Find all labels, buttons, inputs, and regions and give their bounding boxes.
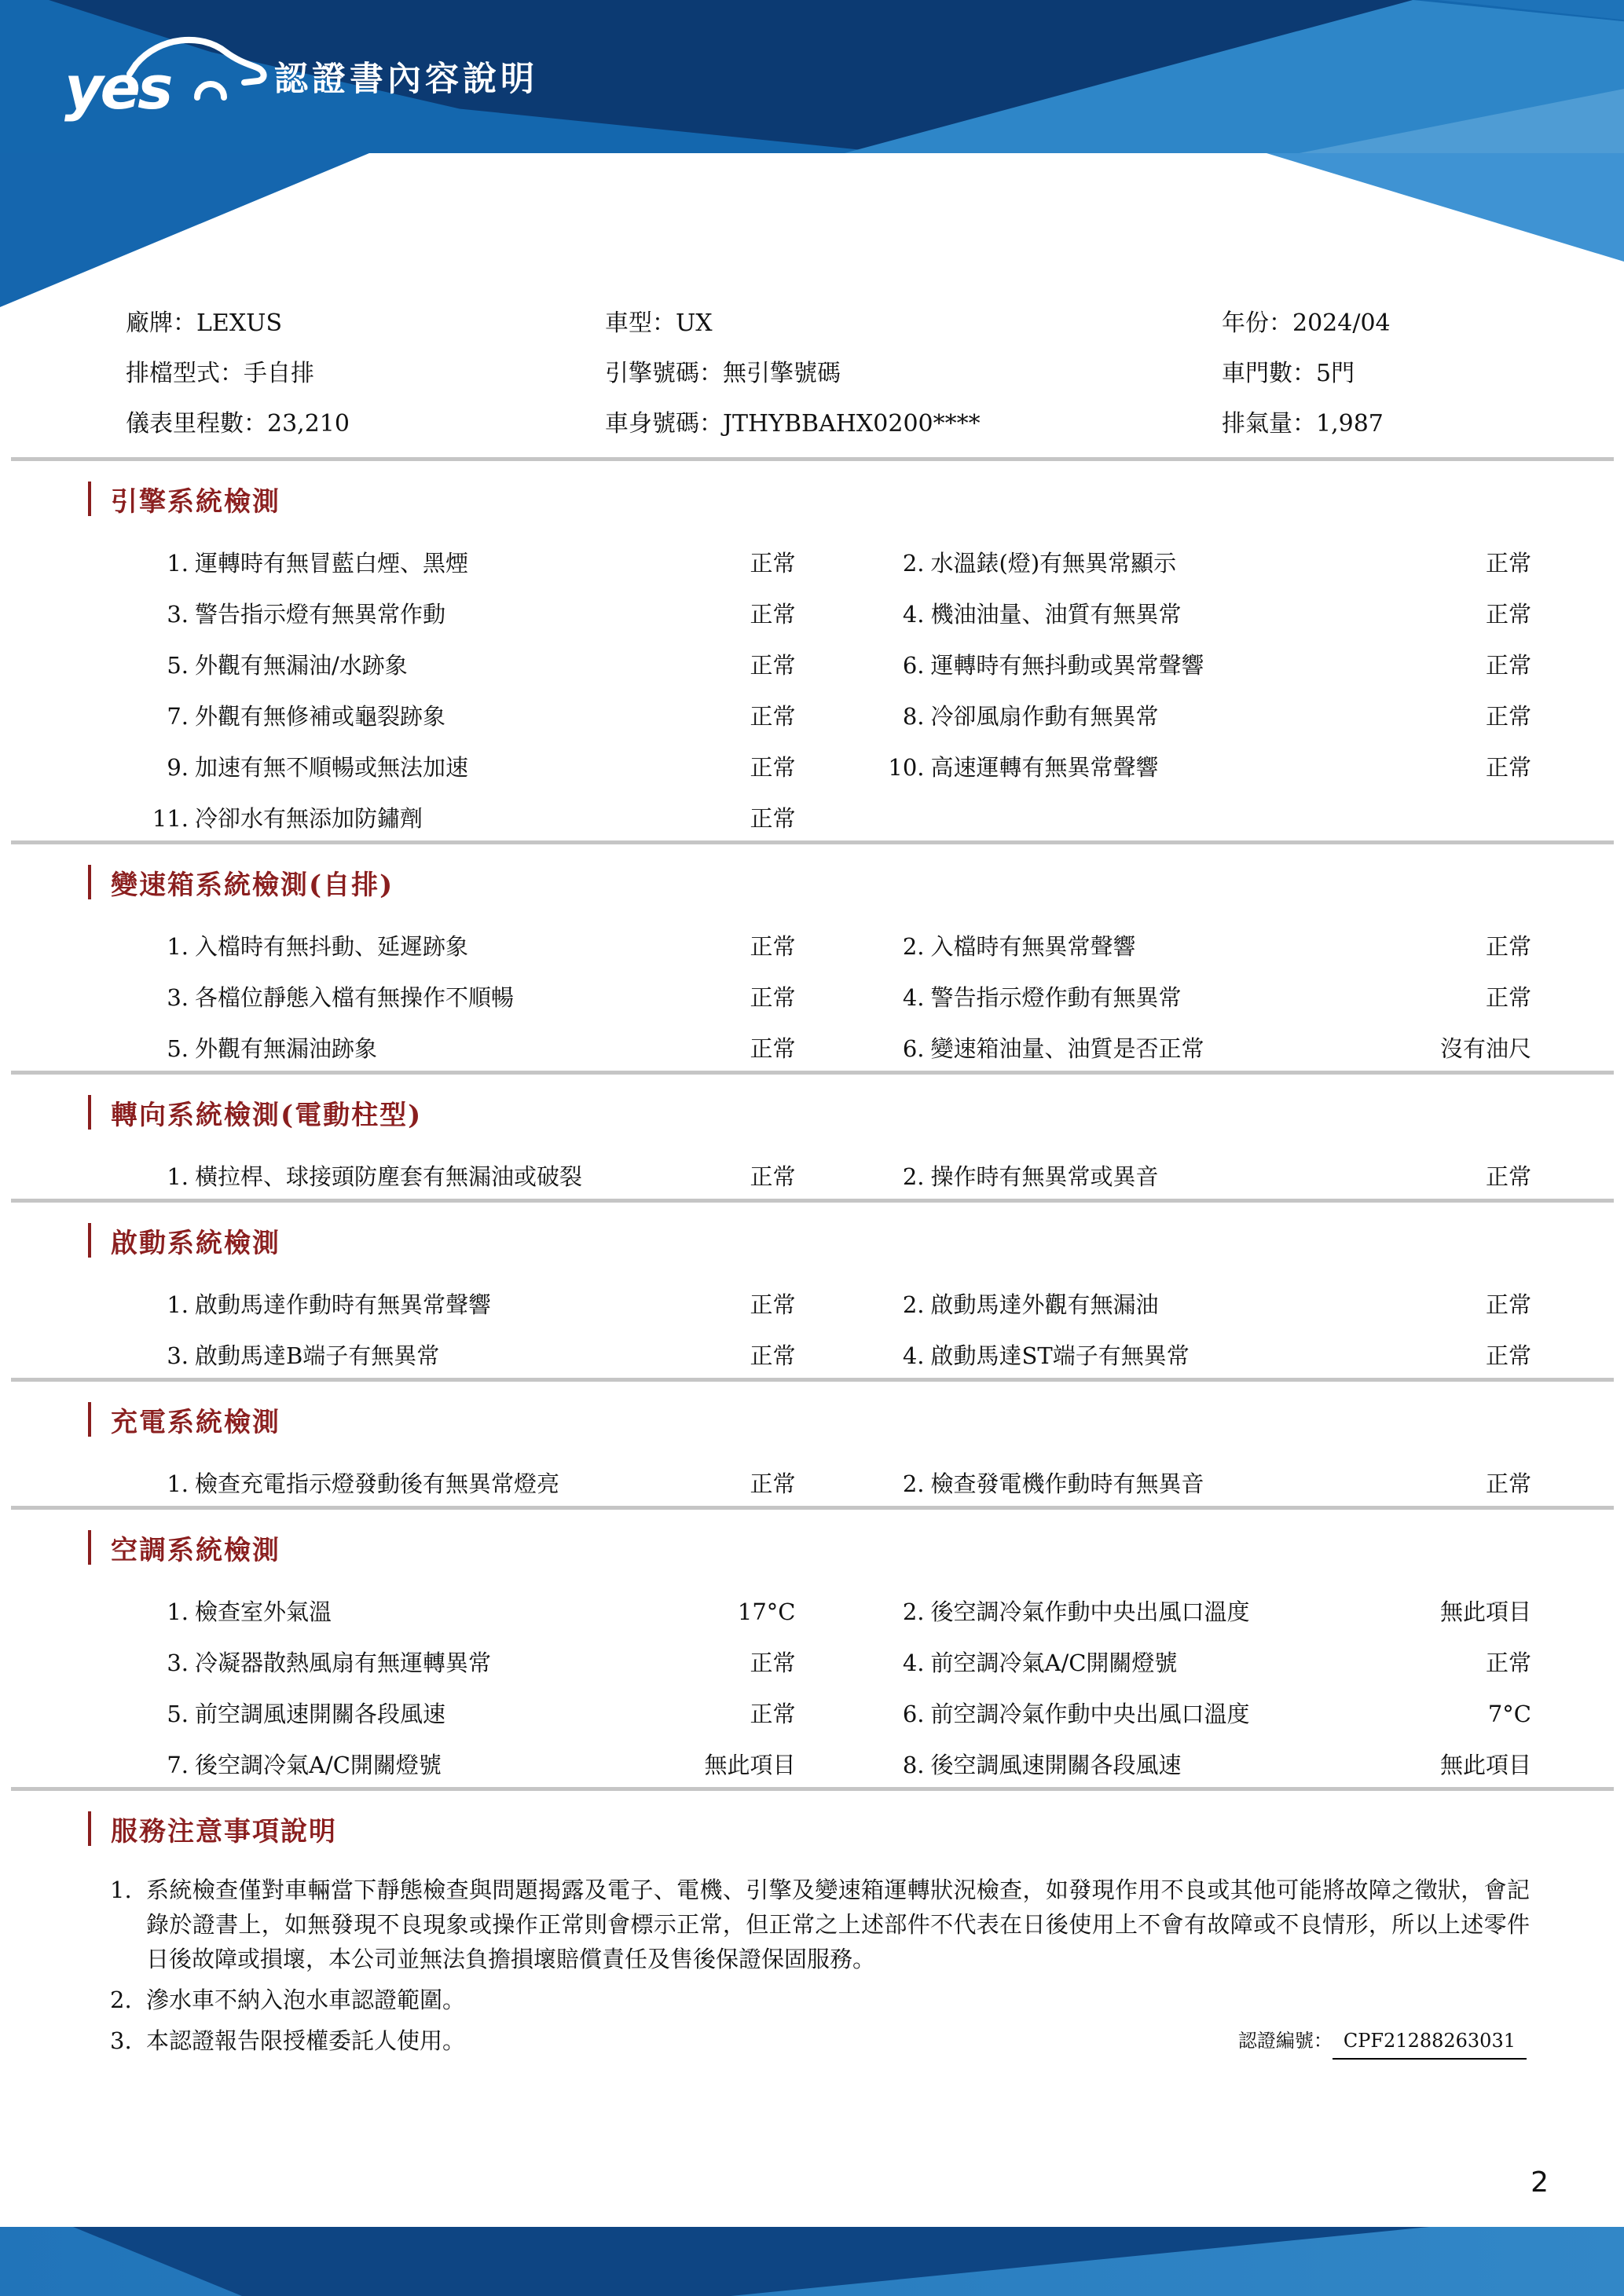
item-result: 正常 (750, 984, 796, 1011)
item-number: 1. (167, 1598, 189, 1625)
inspection-item (882, 1748, 1532, 1778)
item-number: 6. (902, 1035, 925, 1062)
inspection-item (146, 750, 796, 781)
item-number: 1. (167, 1291, 189, 1318)
item-result: 正常 (1485, 601, 1531, 628)
header-left-wedge (0, 153, 369, 307)
header-right-wedge (1267, 153, 1624, 262)
item-number: 1. (167, 1470, 189, 1497)
info-field-model (605, 298, 1222, 349)
item-text: 冷凝器散熱風扇有無運轉異常 (195, 1650, 492, 1676)
info-value: 2024/04 (1292, 309, 1391, 337)
item-result: 無此項目 (704, 1752, 796, 1778)
item-number: 2. (902, 1598, 925, 1625)
item-number: 1. (167, 550, 189, 577)
section-divider (11, 1199, 1614, 1203)
item-text: 後空調冷氣A/C開關燈號 (195, 1752, 442, 1778)
section-title-ac (88, 1530, 1624, 1565)
section-title-steering (88, 1095, 1624, 1130)
item-number: 3. (167, 984, 189, 1011)
section-title-transmission (88, 865, 1624, 899)
inspection-item (146, 801, 796, 832)
steering-items (146, 1159, 1531, 1190)
item-result: 正常 (1485, 1291, 1531, 1318)
info-field-brand (126, 298, 605, 349)
footer-band (0, 2227, 1624, 2296)
inspection-item (146, 980, 796, 1011)
item-text: 前空調風速開關各段風速 (195, 1701, 446, 1727)
item-text: 啟動馬達B端子有無異常 (195, 1342, 440, 1369)
inspection-item (146, 1338, 796, 1369)
page-title: 認證書內容說明 (274, 60, 538, 99)
section-title-text: 引擎系統檢測 (111, 485, 280, 518)
page-number: 2 (1531, 2166, 1549, 2199)
info-value: LEXUS (196, 309, 283, 337)
item-number: 1. (167, 1163, 189, 1190)
item-number: 8. (902, 703, 925, 730)
section-title-text: 空調系統檢測 (111, 1534, 280, 1566)
inspection-item (146, 1646, 796, 1676)
starter-items (146, 1287, 1531, 1369)
item-result: 無此項目 (1439, 1752, 1531, 1778)
item-number: 6. (902, 652, 925, 679)
item-result: 正常 (750, 601, 796, 628)
service-note (110, 2023, 1530, 2060)
item-text: 各檔位靜態入檔有無操作不順暢 (195, 984, 515, 1011)
info-value: 23,210 (267, 410, 350, 438)
yes-logo-text: yes (64, 52, 170, 123)
item-result: 正常 (1485, 1163, 1531, 1190)
item-result: 17°C (737, 1598, 796, 1625)
item-result: 正常 (750, 754, 796, 781)
section-accent-bar (88, 1402, 91, 1437)
header-content (0, 0, 1624, 153)
note-number: 1. (110, 1877, 132, 1903)
info-value: UX (676, 309, 713, 337)
inspection-item (146, 1159, 796, 1190)
inspection-item (146, 597, 796, 628)
inspection-item (882, 699, 1532, 730)
inspection-item (146, 1595, 796, 1625)
inspection-item (146, 1467, 796, 1497)
item-text: 機油油量、油質有無異常 (930, 601, 1182, 628)
section-divider (11, 1071, 1614, 1075)
info-label: 年份： (1222, 309, 1292, 337)
item-result: 7°C (1487, 1701, 1531, 1727)
item-text: 啟動馬達作動時有無異常聲響 (195, 1291, 492, 1318)
engine-items (146, 546, 1531, 832)
note-text: 滲水車不納入泡水車認證範圍。 (146, 1987, 466, 2013)
certificate-number-value: CPF21288263031 (1333, 2023, 1527, 2060)
item-text: 加速有無不順暢或無法加速 (195, 754, 469, 781)
section-accent-bar (88, 1530, 91, 1565)
item-result: 正常 (750, 1342, 796, 1369)
inspection-item (146, 648, 796, 679)
item-result: 正常 (750, 703, 796, 730)
item-text: 入檔時有無異常聲響 (930, 933, 1136, 960)
item-number: 4. (902, 601, 925, 628)
transmission-items (146, 929, 1531, 1062)
item-number: 9. (167, 754, 189, 781)
item-result: 正常 (750, 1650, 796, 1676)
item-number: 3. (167, 601, 189, 628)
section-divider (11, 840, 1614, 844)
info-label: 引擎號碼： (605, 360, 723, 387)
info-field-doors (1222, 349, 1593, 399)
service-note (110, 1983, 1530, 2017)
item-text: 後空調冷氣作動中央出風口溫度 (930, 1598, 1250, 1625)
info-value: JTHYBBAHX0200**** (723, 410, 981, 438)
section-title-service-notes (88, 1811, 1624, 1846)
service-notes (110, 1873, 1530, 2060)
item-text: 外觀有無漏油/水跡象 (195, 652, 408, 679)
item-result: 正常 (1485, 933, 1531, 960)
info-label: 儀表里程數： (126, 410, 267, 438)
item-result: 正常 (750, 1701, 796, 1727)
info-label: 車型： (605, 309, 676, 337)
section-title-charging (88, 1402, 1624, 1437)
charging-items (146, 1467, 1531, 1497)
item-number: 6. (902, 1701, 925, 1727)
section-title-text: 服務注意事項說明 (111, 1815, 337, 1847)
item-text: 檢查室外氣溫 (195, 1598, 332, 1625)
item-result: 正常 (750, 652, 796, 679)
inspection-item (146, 929, 796, 960)
inspection-item (882, 597, 1532, 628)
item-number: 11. (152, 805, 189, 832)
item-result: 正常 (1485, 754, 1531, 781)
info-field-year (1222, 298, 1593, 349)
item-text: 變速箱油量、油質是否正常 (930, 1035, 1204, 1062)
section-accent-bar (88, 1095, 91, 1130)
info-value: 1,987 (1316, 410, 1384, 438)
note-text: 系統檢查僅對車輛當下靜態檢查與問題揭露及電子、電機、引擎及變速箱運轉狀況檢查，如發現作用不良或其他可能將故障之徵狀，會記錄於證書上，如無發現不良現象或操作正常則會標示正常，但正常之上述部件不代表在日後使用上不會有故障或不良情形，所以上述零件日後故障或損壞，本公司並無法負擔損壞賠償責任及售後保證保固服務。 (146, 1877, 1530, 1972)
inspection-item (882, 1595, 1532, 1625)
item-text: 操作時有無異常或異音 (930, 1163, 1159, 1190)
item-result: 正常 (750, 550, 796, 577)
section-title-text: 充電系統檢測 (111, 1406, 280, 1438)
inspection-item (882, 1031, 1532, 1062)
inspection-item (882, 546, 1532, 577)
info-field-mileage (126, 399, 605, 449)
item-result: 正常 (750, 1163, 796, 1190)
item-text: 警告指示燈有無異常作動 (195, 601, 446, 628)
info-field-vin (605, 399, 1222, 449)
item-number: 7. (167, 703, 189, 730)
item-text: 啟動馬達外觀有無漏油 (930, 1291, 1159, 1318)
page-header (0, 0, 1624, 153)
section-divider (11, 457, 1614, 461)
section-divider (11, 1506, 1614, 1510)
item-text: 前空調冷氣A/C開關燈號 (930, 1650, 1178, 1676)
inspection-item (882, 1697, 1532, 1727)
yes-logo-car-icon (122, 28, 271, 115)
item-number: 2. (902, 550, 925, 577)
info-label: 排檔型式： (126, 360, 244, 387)
info-field-displacement (1222, 399, 1593, 449)
item-text: 運轉時有無抖動或異常聲響 (930, 652, 1204, 679)
item-text: 警告指示燈作動有無異常 (930, 984, 1182, 1011)
item-number: 2. (902, 1163, 925, 1190)
section-accent-bar (88, 1223, 91, 1258)
item-text: 高速運轉有無異常聲響 (930, 754, 1159, 781)
item-result: 正常 (1485, 550, 1531, 577)
inspection-item (882, 1159, 1532, 1190)
item-result: 正常 (1485, 1650, 1531, 1676)
info-value: 手自排 (244, 360, 314, 387)
note-number: 2. (110, 1987, 132, 2013)
item-text: 入檔時有無抖動、延遲跡象 (195, 933, 469, 960)
ac-items (146, 1595, 1531, 1778)
item-text: 運轉時有無冒藍白煙、黑煙 (195, 550, 469, 577)
inspection-item (146, 1287, 796, 1318)
item-number: 3. (167, 1650, 189, 1676)
item-text: 後空調風速開關各段風速 (930, 1752, 1182, 1778)
item-text: 橫拉桿、球接頭防塵套有無漏油或破裂 (195, 1163, 583, 1190)
item-result: 正常 (750, 1470, 796, 1497)
inspection-item (882, 1646, 1532, 1676)
note-number: 3. (110, 2027, 132, 2054)
item-result: 無此項目 (1439, 1598, 1531, 1625)
section-divider (11, 1787, 1614, 1791)
item-text: 外觀有無漏油跡象 (195, 1035, 378, 1062)
item-text: 冷卻水有無添加防鏽劑 (195, 805, 423, 832)
section-title-engine (88, 482, 1624, 516)
note-text: 本認證報告限授權委託人使用。 (146, 2027, 466, 2054)
item-result: 正常 (1485, 1342, 1531, 1369)
info-value: 5門 (1316, 360, 1355, 387)
yes-logo (64, 30, 233, 124)
item-number: 1. (167, 933, 189, 960)
item-result: 正常 (750, 1291, 796, 1318)
item-number: 5. (167, 1035, 189, 1062)
item-text: 外觀有無修補或龜裂跡象 (195, 703, 446, 730)
item-number: 2. (902, 1470, 925, 1497)
inspection-item (882, 1338, 1532, 1369)
section-accent-bar (88, 482, 91, 516)
inspection-item (146, 1748, 796, 1778)
inspection-item (882, 648, 1532, 679)
item-result: 正常 (750, 933, 796, 960)
info-label: 車門數： (1222, 360, 1316, 387)
item-number: 10. (888, 754, 925, 781)
section-divider (11, 1378, 1614, 1382)
item-number: 4. (902, 984, 925, 1011)
inspection-item (146, 699, 796, 730)
item-text: 前空調冷氣作動中央出風口溫度 (930, 1701, 1250, 1727)
item-result: 正常 (750, 1035, 796, 1062)
item-number: 2. (902, 1291, 925, 1318)
item-text: 檢查發電機作動時有無異音 (930, 1470, 1204, 1497)
item-result: 正常 (1485, 984, 1531, 1011)
section-title-text: 轉向系統檢測(電動柱型) (111, 1099, 423, 1131)
item-text: 檢查充電指示燈發動後有無異常燈亮 (195, 1470, 560, 1497)
section-accent-bar (88, 865, 91, 899)
section-accent-bar (88, 1811, 91, 1846)
inspection-item (882, 750, 1532, 781)
info-label: 車身號碼： (605, 410, 723, 438)
section-title-text: 變速箱系統檢測(自排) (111, 869, 394, 901)
item-text: 啟動馬達ST端子有無異常 (930, 1342, 1190, 1369)
info-value: 無引擎號碼 (723, 360, 841, 387)
inspection-item (882, 980, 1532, 1011)
item-text: 水溫錶(燈)有無異常顯示 (930, 550, 1177, 577)
info-label: 廠牌： (126, 309, 196, 337)
item-result: 正常 (750, 805, 796, 832)
item-number: 4. (902, 1650, 925, 1676)
item-text: 冷卻風扇作動有無異常 (930, 703, 1159, 730)
section-title-text: 啟動系統檢測 (111, 1227, 280, 1259)
section-title-starter (88, 1223, 1624, 1258)
item-number: 5. (167, 652, 189, 679)
inspection-item (146, 546, 796, 577)
info-field-engine-no (605, 349, 1222, 399)
info-field-transmission-type (126, 349, 605, 399)
inspection-item (146, 1697, 796, 1727)
item-result: 正常 (1485, 652, 1531, 679)
service-note (110, 1873, 1530, 1976)
inspection-item (146, 1031, 796, 1062)
item-result: 正常 (1485, 1470, 1531, 1497)
footer-dark-shape (0, 2227, 1624, 2296)
inspection-item (882, 1287, 1532, 1318)
item-number: 8. (902, 1752, 925, 1778)
certificate-number-label: 認證編號： (1237, 2030, 1333, 2052)
item-number: 3. (167, 1342, 189, 1369)
item-result: 沒有油尺 (1439, 1035, 1531, 1062)
item-result: 正常 (1485, 703, 1531, 730)
inspection-item (882, 1467, 1532, 1497)
item-number: 5. (167, 1701, 189, 1727)
vehicle-info (126, 298, 1593, 449)
info-label: 排氣量： (1222, 410, 1316, 438)
item-number: 4. (902, 1342, 925, 1369)
certificate-number (1238, 2023, 1527, 2060)
item-number: 2. (902, 933, 925, 960)
inspection-item (882, 929, 1532, 960)
item-number: 7. (167, 1752, 189, 1778)
